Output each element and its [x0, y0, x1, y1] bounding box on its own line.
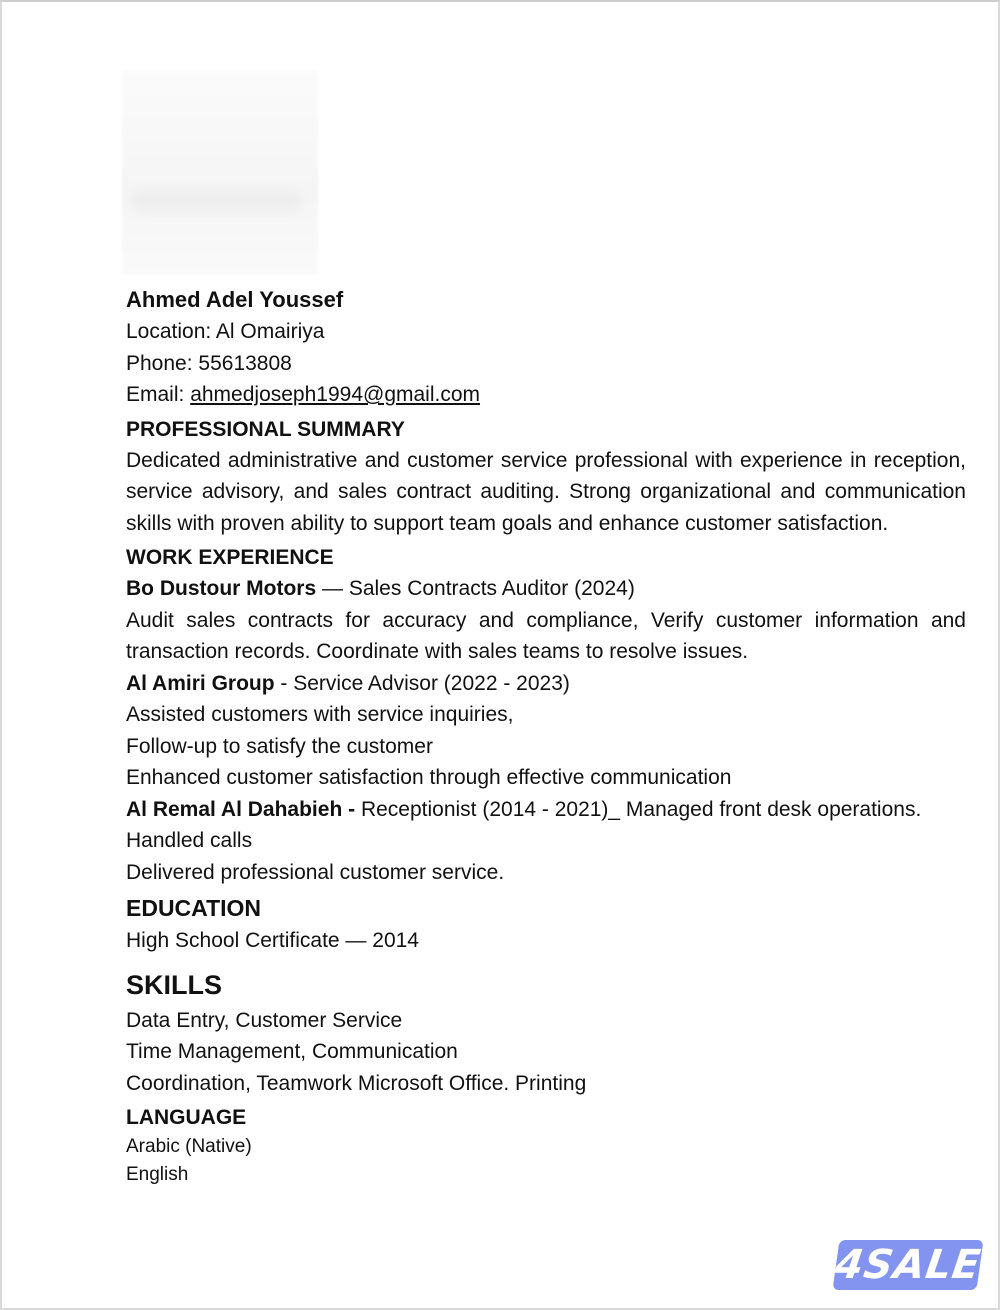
resume-document — [126, 284, 966, 1189]
education-heading: EDUCATION — [126, 895, 262, 921]
candidate-name: Ahmed Adel Youssef — [126, 287, 344, 312]
phone-line — [126, 348, 966, 380]
location-line — [126, 316, 966, 348]
profile-photo-placeholder — [122, 70, 318, 275]
education-item: High School Certificate — 2014 — [126, 929, 419, 952]
job-description: Enhanced customer satisfaction through effective communication — [126, 766, 732, 789]
phone-label: Phone: — [126, 351, 193, 375]
skills-item: Coordination, Teamwork Microsoft Office. Printing — [126, 1071, 587, 1095]
email-line — [126, 379, 966, 411]
language-item: English — [126, 1164, 189, 1185]
summary-text: Dedicated administrative and customer service professional with experience in reception, service advisory, and sales contract auditing. Strong organizational and communication skills with proven ability to support team goals and enhance customer satisfaction. — [126, 448, 966, 535]
watermark-text: 4SALE — [832, 1242, 984, 1288]
language-heading: LANGUAGE — [126, 1106, 247, 1129]
email-label: Email: — [126, 383, 185, 406]
phone-value: 55613808 — [198, 351, 292, 375]
job-company: Al Remal Al Dahabieh - — [126, 797, 356, 821]
skills-item: Time Management, Communication — [126, 1040, 458, 1063]
4sale-watermark-logo — [832, 1240, 983, 1290]
job-description: Audit sales contracts for accuracy and compliance, Verify customer information and transaction records. Coordinate with sales teams to resolve issues. — [126, 608, 966, 663]
job-title-line — [126, 668, 966, 700]
experience-heading: WORK EXPERIENCE — [126, 546, 334, 569]
language-item: Arabic (Native) — [126, 1136, 252, 1157]
job-description: Assisted customers with service inquiries, — [126, 703, 514, 726]
summary-heading: PROFESSIONAL SUMMARY — [126, 417, 405, 441]
skills-item: Data Entry, Customer Service — [126, 1008, 403, 1032]
job-description: Follow-up to satisfy the customer — [126, 734, 433, 758]
job-title-line — [126, 794, 966, 826]
job-role: Receptionist (2014 - 2021)_ Managed front desk operations. — [355, 797, 922, 821]
job-company: Al Amiri Group — [126, 671, 275, 695]
location-label: Location: — [126, 320, 212, 343]
job-role: - Service Advisor (2022 - 2023) — [274, 671, 570, 695]
job-role: — Sales Contracts Auditor (2024) — [316, 577, 635, 600]
job-description: Delivered professional customer service. — [126, 860, 505, 884]
job-description: Handled calls — [126, 829, 253, 852]
email-link[interactable]: ahmedjoseph1994@gmail.com — [190, 383, 481, 406]
job-title-line — [126, 573, 966, 605]
photo-smudge — [132, 190, 302, 212]
location-value: Al Omairiya — [215, 320, 325, 343]
skills-heading: SKILLS — [126, 969, 223, 1000]
job-company: Bo Dustour Motors — [126, 577, 317, 600]
